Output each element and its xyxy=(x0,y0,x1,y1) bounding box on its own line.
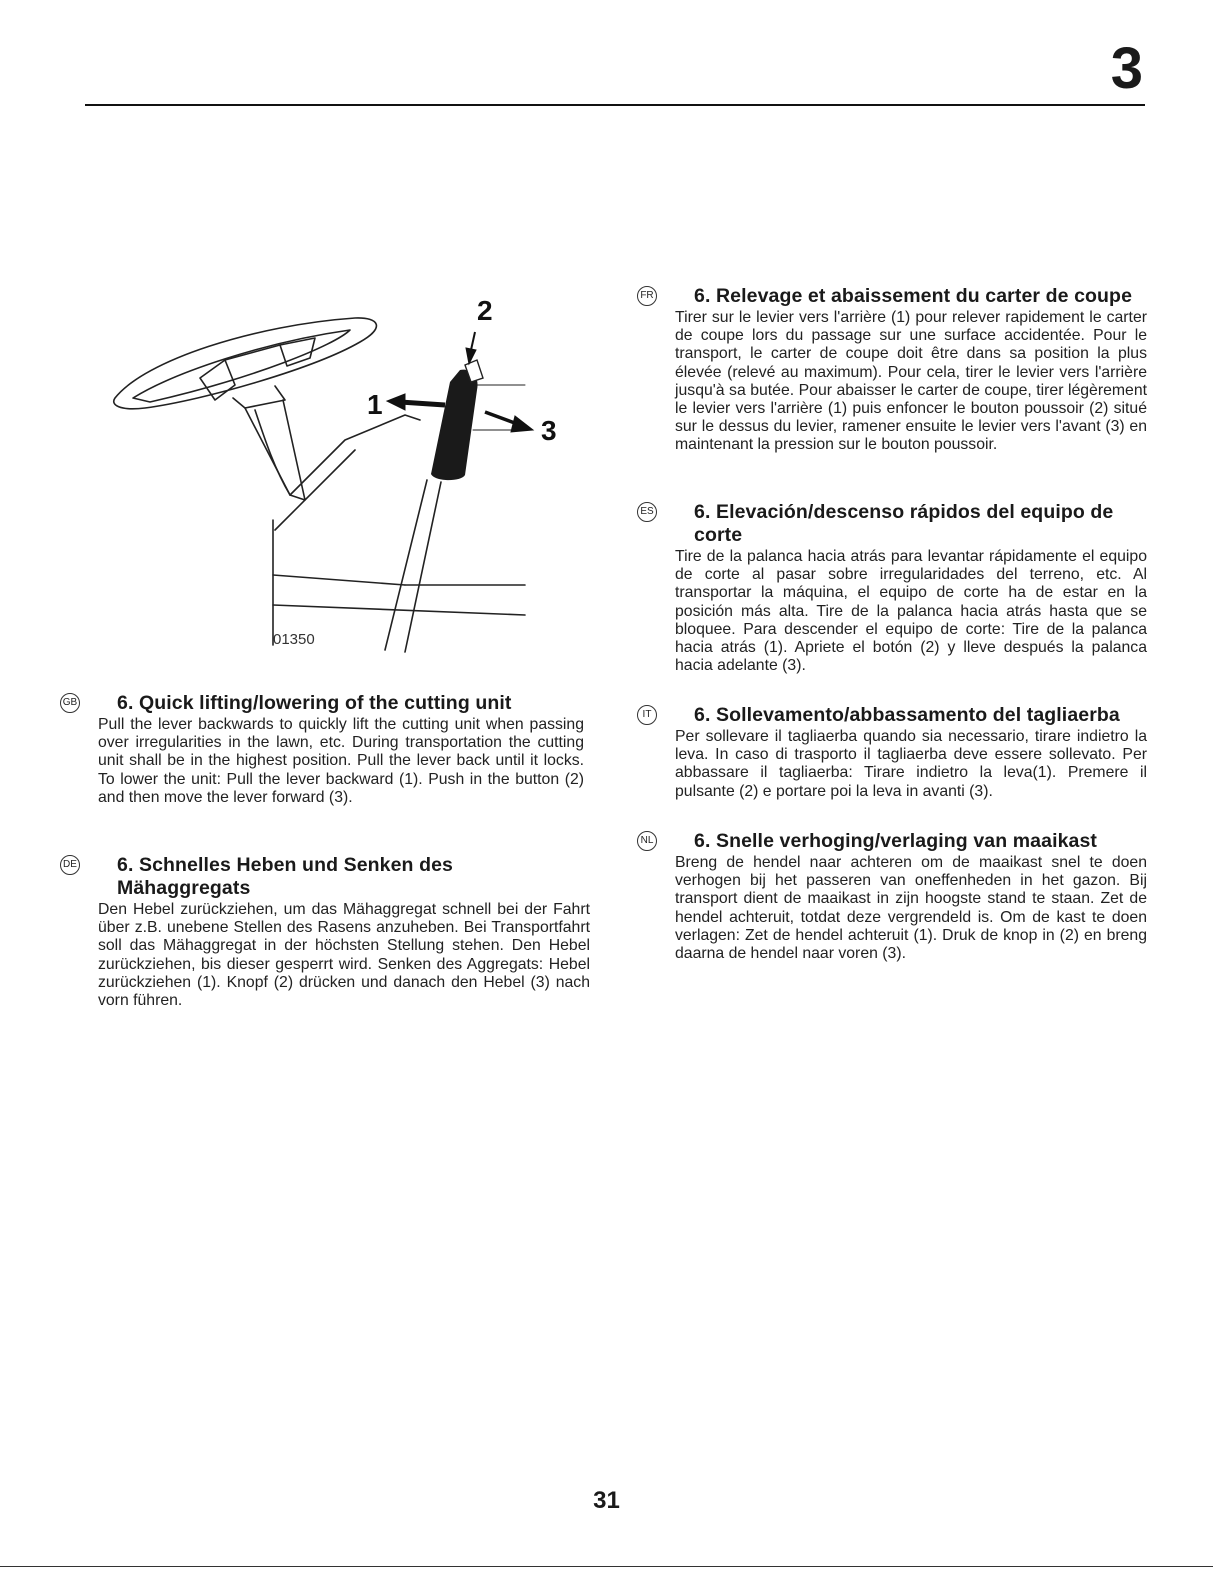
language-badge-de: DE xyxy=(60,855,80,875)
wheel-rim-inner xyxy=(133,330,350,402)
lever-shaft-left xyxy=(385,480,427,650)
section-es xyxy=(637,501,1147,675)
column-edge xyxy=(255,410,290,495)
figure-code: 01350 xyxy=(273,631,315,648)
heading-text: 6. Elevación/descenso rápidos del equipo de corte xyxy=(694,501,1114,546)
section-body: Tirer sur le levier vers l'arrière (1) pour relever rapidement le carter de coupe lors du passage sur une surface accidentée. Pour le transport, le carter de coupe doit être dans sa position la plus élevée (relevé au maximum). Pour cela, tirer le levier vers l'arrière jusqu'à sa butée. Pour abaisser le carter de coupe, tirer légèrement le levier vers l'arrière (1) puis enfoncer le bouton poussoir (2) situé sur le dessus du levier, ramener ensuite le levier vers l'avant (3) en maintenant la pression sur le bouton poussoir. xyxy=(675,309,1147,454)
heading-text: 6. Snelle verhoging/verlaging van maaikast xyxy=(694,830,1098,852)
page-number: 31 xyxy=(593,1487,620,1514)
section-nl xyxy=(637,830,1147,963)
label-2: 2 xyxy=(477,295,493,326)
language-badge-nl: NL xyxy=(637,831,657,851)
heading-text: 6. Quick lifting/lowering of the cutting unit xyxy=(117,692,512,714)
dash-edge xyxy=(290,415,420,495)
section-de xyxy=(60,854,590,1010)
arrow-3-head xyxy=(511,416,533,432)
wheel-hub xyxy=(233,386,285,408)
language-badge-it: IT xyxy=(637,705,657,725)
section-heading xyxy=(60,854,590,900)
heading-text: 6. Relevage et abaissement du carter de coupe xyxy=(694,285,1133,307)
label-3: 3 xyxy=(541,415,557,446)
wheel-hub-line xyxy=(225,345,280,360)
section-it xyxy=(637,704,1147,801)
header-rule xyxy=(85,104,1145,106)
language-badge-es: ES xyxy=(637,502,657,522)
heading-text: 6. Sollevamento/abbassamento del tagliaerba xyxy=(694,704,1120,726)
section-body: Pull the lever backwards to quickly lift the cutting unit when passing over irregularities in the lawn, etc. During transportation the cutting unit shall be in the highest position. Pull the lever back until it locks. To lower the unit: Pull the lever backward (1). Push in the button (2) and then move the lever forward (3). xyxy=(98,716,584,806)
heading-text: 6. Schnelles Heben und Senken des Mähaggregats xyxy=(117,854,453,899)
section-heading xyxy=(637,830,1147,853)
chapter-number: 3 xyxy=(1110,36,1143,101)
label-1: 1 xyxy=(367,389,383,420)
arrow-2-shaft xyxy=(471,332,475,350)
language-badge-fr: FR xyxy=(637,286,657,306)
section-heading xyxy=(637,704,1147,727)
arrow-1-head xyxy=(387,394,405,410)
lever-grip xyxy=(431,370,478,480)
steering-column xyxy=(245,400,305,500)
body-mid-line xyxy=(273,605,525,615)
section-body: Breng de hendel naar achteren om de maaikast snel te doen verhogen bij het passeren van oneffenheden in het gazon. Bij transport dient de maaikast in zijn hoogste stand te staan. Zet de hendel achteruit, totdat deze vergrendeld is. Om de kast te doen verlagen: Zet de hendel achteruit (1). Druk de knop in (2) en breng daarna de hendel naar voren (3). xyxy=(675,854,1147,963)
section-body: Den Hebel zurückziehen, um das Mähaggregat schnell bei der Fahrt über z.B. unebene Stellen des Rasens anzuheben. Bei Transportfahrt soll das Mähaggregat in der höchsten Stellung stehen. Den Hebel zurückziehen, bis dieser gesperrt wird. Senken des Aggregats: Hebel zurückziehen (1). Knopf (2) drücken und danach den Hebel (3) nach vorn führen. xyxy=(98,901,590,1010)
footer-rule xyxy=(0,1566,1213,1567)
section-gb xyxy=(60,692,584,807)
lever-shaft-right xyxy=(405,482,441,652)
body-top-line xyxy=(273,575,405,585)
lever-illustration xyxy=(105,290,575,670)
section-body: Tire de la palanca hacia atrás para levantar rápidamente el equipo de corte al pasar sobre irregularidades del terreno, etc. Al transportar la máquina, el equipo de corte ha de estar en la posición más alta. Tire de la palanca hacia atrás hasta que se bloquee. Para descender el equipo de corte: Tire de la palanca hacia atrás (1). Apriete el botón (2) y lleve después la palanca hacia adelante (3). xyxy=(675,548,1147,675)
language-badge-gb: GB xyxy=(60,693,80,713)
section-heading xyxy=(60,692,584,715)
section-body: Per sollevare il tagliaerba quando sia necessario, tirare indietro la leva. In caso di trasporto il tagliaerba deve essere sollevato. Per abbassare il tagliaerba: Tirare indietro la leva(1). Premere il pulsante (2) e portare poi la leva in avanti (3). xyxy=(675,728,1147,800)
lever-diagram xyxy=(105,290,575,670)
section-heading xyxy=(637,501,1147,547)
section-heading xyxy=(637,285,1147,308)
arrow-1-shaft xyxy=(400,402,445,405)
section-fr xyxy=(637,285,1147,455)
